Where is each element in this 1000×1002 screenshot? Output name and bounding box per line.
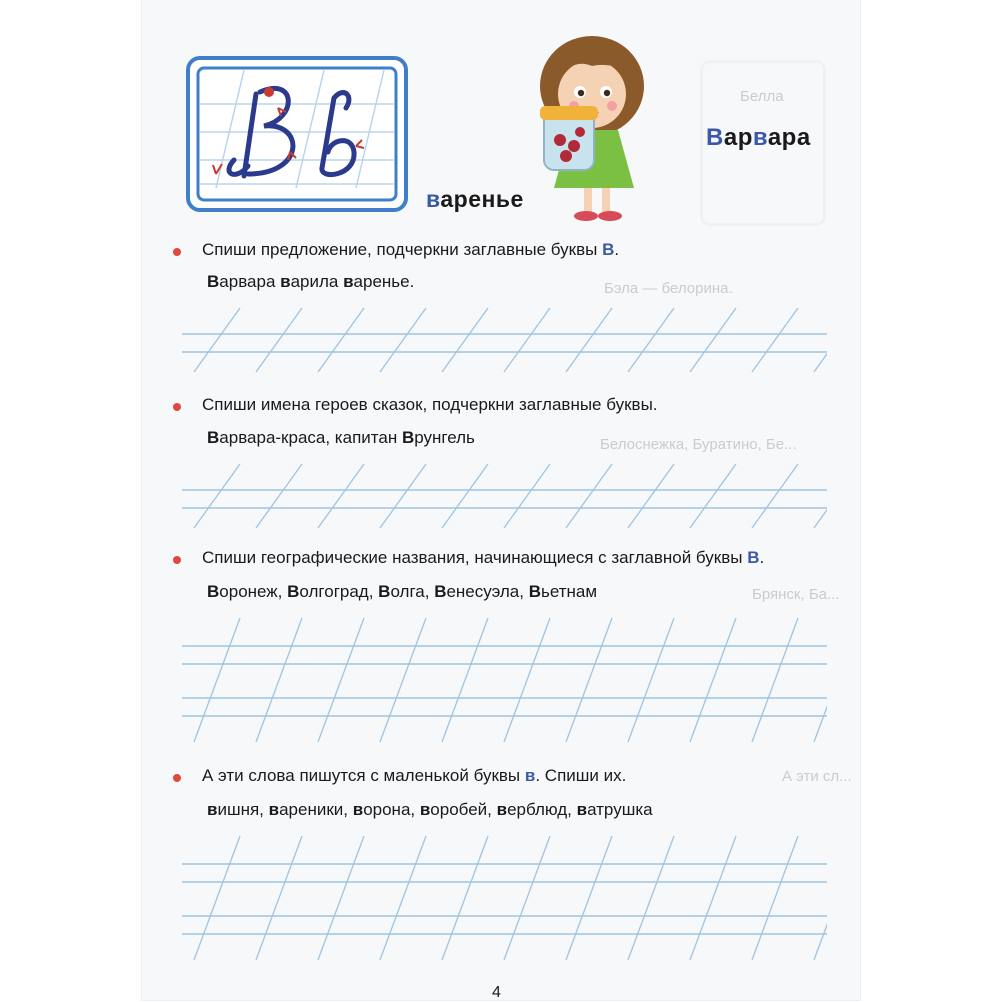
example-first-letter: В [378,582,391,601]
example-word-rest: аренье. [353,272,415,291]
slant-guide-line [194,836,240,960]
heading-letter: ь [495,186,511,212]
task-3-example [207,582,597,602]
task-2-example [207,428,475,448]
example-first-letter: В [401,428,415,447]
example-first-letter: В [207,272,220,291]
slant-guide-line [566,308,612,372]
slant-guide-line [256,836,302,960]
bullet-2 [173,403,181,411]
example-first-letter: В [207,582,220,601]
slant-guide-line [752,308,798,372]
slant-guide-line [628,464,674,528]
bleed-through-text: Белоснежка, Буратино, Бе... [600,436,797,453]
slant-guide-line [504,618,550,742]
slant-guide-line [566,464,612,528]
girl-name-heading [706,124,811,152]
slant-guide-line [256,618,302,742]
bullet-4 [173,774,181,782]
example-word-rest: ишня, [217,800,269,819]
slant-guide-line [752,836,798,960]
slant-guide-line [566,836,612,960]
task-1-example [207,272,414,292]
example-word-rest: орона, [363,800,420,819]
slant-guide-line [194,308,240,372]
writing-lines-4 [182,834,827,964]
bullet-1 [173,248,181,256]
slant-guide-line [442,464,488,528]
slant-guide-line [752,464,798,528]
example-first-letter: В [287,582,300,601]
slant-guide-line [504,308,550,372]
example-word-rest: ьетнам [540,582,598,601]
example-first-letter: в [576,800,588,819]
example-first-letter: в [352,800,364,819]
heading-letter: а [767,124,782,151]
example-first-letter: в [496,800,508,819]
slant-guide-line [442,836,488,960]
example-first-letter: в [419,800,431,819]
slant-guide-line [690,836,736,960]
girl-with-jam-illustration [530,28,650,228]
example-first-letter: в [343,272,354,291]
example-word-rest: арила [290,272,344,291]
bullet-3 [173,556,181,564]
slant-guide-line [566,618,612,742]
heading-letter: н [481,186,496,212]
slant-guide-line [256,308,302,372]
heading-letter: р [781,124,797,151]
example-word-rest: ареники, [279,800,353,819]
task-3-instruction: Спиши географические названия, начинающиеся с заглавной буквы В. [202,548,765,567]
heading-letter: В [706,124,724,151]
example-word-rest: олгоград, [299,582,379,601]
object-word-heading [426,186,524,213]
slant-guide-line [814,836,827,960]
slant-guide-line [194,464,240,528]
slant-guide-line [504,464,550,528]
example-first-letter: В [434,582,447,601]
slant-guide-line [380,618,426,742]
heading-letter: а [796,124,811,151]
slant-guide-line [380,836,426,960]
task-2-instruction: Спиши имена героев сказок, подчеркни заглавные буквы. [202,395,658,414]
cursive-letter-card [186,56,408,212]
writing-lines-1 [182,306,827,376]
heading-letter: е [468,186,482,212]
slant-guide-line [814,618,827,742]
heading-letter: а [440,186,454,212]
slant-guide-line [814,308,827,372]
slant-guide-line [194,618,240,742]
slant-guide-line [814,464,827,528]
bleed-through-text: Брянск, Ба... [752,586,840,603]
slant-guide-line [752,618,798,742]
example-word-rest: атрушка [587,800,653,819]
bleed-through-text: Белла [740,88,784,105]
slant-guide-line [318,464,364,528]
task-4-instruction: А эти слова пишутся с маленькой буквы в. Спиши их. [202,766,627,785]
example-first-letter: в [268,800,280,819]
slant-guide-line [628,836,674,960]
bleed-through-text: А эти сл... [782,768,852,785]
example-word-rest: арвара [219,272,281,291]
page-number: 4 [492,984,501,1001]
slant-guide-line [628,618,674,742]
heading-letter: р [453,186,469,212]
slant-guide-line [380,464,426,528]
heading-letter: р [737,124,753,151]
example-word-rest: рунгель [414,428,475,447]
slant-guide-line [318,836,364,960]
task-4-example [207,800,653,820]
bleed-through-text: Бэла — белорина. [604,280,733,297]
writing-lines-3 [182,616,827,746]
slant-guide-line [318,618,364,742]
example-first-letter: В [207,428,220,447]
slant-guide-line [504,836,550,960]
example-word-rest: енесуэла, [446,582,529,601]
task-1-instruction: Спиши предложение, подчеркни заглавные буквы В. [202,240,620,259]
heading-letter: в [426,186,441,212]
slant-guide-line [318,308,364,372]
slant-guide-line [442,308,488,372]
example-first-letter: в [280,272,291,291]
writing-lines-2 [182,462,827,532]
slant-guide-line [442,618,488,742]
slant-guide-line [380,308,426,372]
slant-guide-line [628,308,674,372]
slant-guide-line [256,464,302,528]
example-first-letter: в [207,800,218,819]
example-word-rest: оробей, [430,800,497,819]
heading-letter: в [752,124,768,151]
slant-guide-line [690,618,736,742]
slant-guide-line [690,464,736,528]
heading-letter: е [510,186,524,212]
heading-letter: а [723,124,738,151]
example-word-rest: ерблюд, [507,800,577,819]
slant-guide-line [690,308,736,372]
example-word-rest: оронеж, [219,582,288,601]
example-first-letter: В [528,582,541,601]
example-word-rest: олга, [390,582,435,601]
example-word-rest: арвара-краса, капитан [219,428,402,447]
